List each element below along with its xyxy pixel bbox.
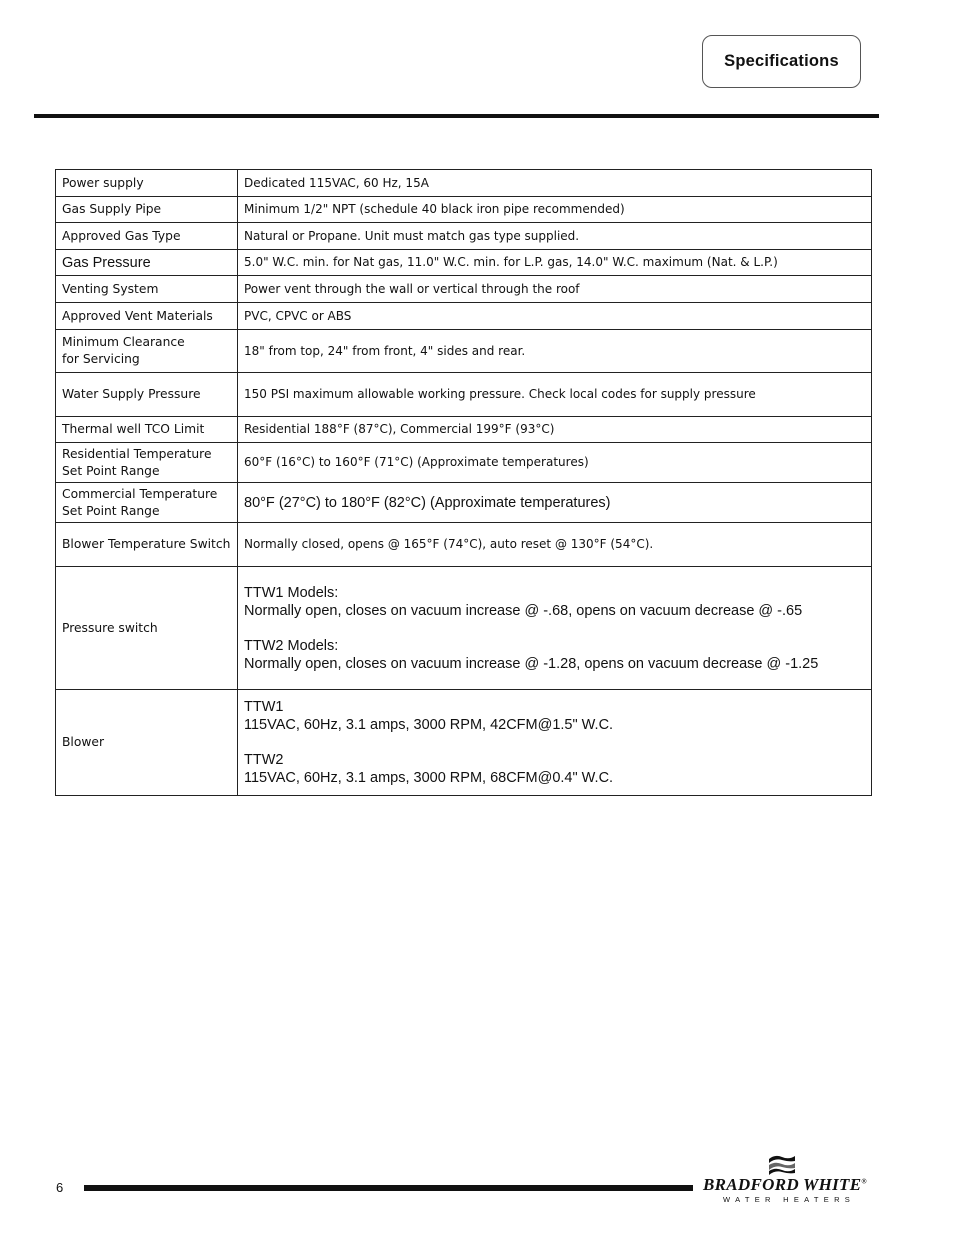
spec-row-power-supply	[56, 170, 872, 197]
footer-rule	[84, 1185, 693, 1191]
flag-icon	[767, 1153, 797, 1177]
spec-label: Minimum Clearance for Servicing	[56, 330, 238, 373]
spec-label: Pressure switch	[56, 567, 238, 690]
spec-row-blower	[56, 690, 872, 796]
page-number: 6	[56, 1180, 64, 1195]
brand-tagline: WATER HEATERS	[723, 1195, 856, 1204]
spec-label: Blower	[56, 690, 238, 796]
header-rule	[34, 114, 879, 118]
spec-label: Blower Temperature Switch	[56, 523, 238, 567]
spec-row-thermal-well-tco-limit	[56, 417, 872, 443]
spec-label: Commercial Temperature Set Point Range	[56, 483, 238, 523]
spec-label: Approved Gas Type	[56, 223, 238, 250]
spec-label: Venting System	[56, 276, 238, 303]
brand-name: BRADFORD WHITE®	[703, 1175, 867, 1194]
spec-value: Dedicated 115VAC, 60 Hz, 15A	[238, 170, 872, 197]
spec-value: 18" from top, 24" from front, 4" sides and rear.	[238, 330, 872, 373]
specifications-table	[55, 169, 872, 796]
spec-row-gas-supply-pipe	[56, 197, 872, 223]
spec-label: Power supply	[56, 170, 238, 197]
spec-value: 150 PSI maximum allowable working pressure. Check local codes for supply pressure	[238, 373, 872, 417]
spec-value: Power vent through the wall or vertical through the roof	[238, 276, 872, 303]
spec-value: TTW1 Models: Normally open, closes on vacuum increase @ -.68, opens on vacuum decrease @ -.65 TTW2 Models: Normally open, closes on vacuum increase @ -1.28, opens on vacuum decrease @ -1.25	[238, 567, 872, 690]
spec-row-blower-temperature-switch	[56, 523, 872, 567]
spec-row-approved-vent-materials	[56, 303, 872, 330]
spec-value: Normally closed, opens @ 165°F (74°C), auto reset @ 130°F (54°C).	[238, 523, 872, 567]
spec-row-residential-temperature	[56, 443, 872, 483]
spec-label: Water Supply Pressure	[56, 373, 238, 417]
spec-label: Thermal well TCO Limit	[56, 417, 238, 443]
spec-value: 80°F (27°C) to 180°F (82°C) (Approximate temperatures)	[238, 483, 872, 523]
spec-value: Natural or Propane. Unit must match gas type supplied.	[238, 223, 872, 250]
spec-label: Residential Temperature Set Point Range	[56, 443, 238, 483]
spec-row-gas-pressure	[56, 250, 872, 276]
spec-value: PVC, CPVC or ABS	[238, 303, 872, 330]
spec-row-venting-system	[56, 276, 872, 303]
spec-value: Minimum 1/2" NPT (schedule 40 black iron pipe recommended)	[238, 197, 872, 223]
spec-row-commercial-temperature	[56, 483, 872, 523]
section-title-tab	[702, 35, 861, 88]
spec-label: Gas Pressure	[56, 250, 238, 276]
bradford-white-logo	[703, 1153, 867, 1205]
spec-row-pressure-switch	[56, 567, 872, 690]
spec-row-water-supply-pressure	[56, 373, 872, 417]
section-title: Specifications	[724, 52, 839, 70]
spec-value: 5.0" W.C. min. for Nat gas, 11.0" W.C. min. for L.P. gas, 14.0" W.C. maximum (Nat. & L.P.)	[238, 250, 872, 276]
spec-value: TTW1 115VAC, 60Hz, 3.1 amps, 3000 RPM, 42CFM@1.5" W.C. TTW2 115VAC, 60Hz, 3.1 amps, 3000 RPM, 68CFM@0.4" W.C.	[238, 690, 872, 796]
spec-value: 60°F (16°C) to 160°F (71°C) (Approximate temperatures)	[238, 443, 872, 483]
spec-row-approved-gas-type	[56, 223, 872, 250]
spec-value: Residential 188°F (87°C), Commercial 199°F (93°C)	[238, 417, 872, 443]
spec-row-minimum-clearance	[56, 330, 872, 373]
spec-label: Gas Supply Pipe	[56, 197, 238, 223]
spec-label: Approved Vent Materials	[56, 303, 238, 330]
